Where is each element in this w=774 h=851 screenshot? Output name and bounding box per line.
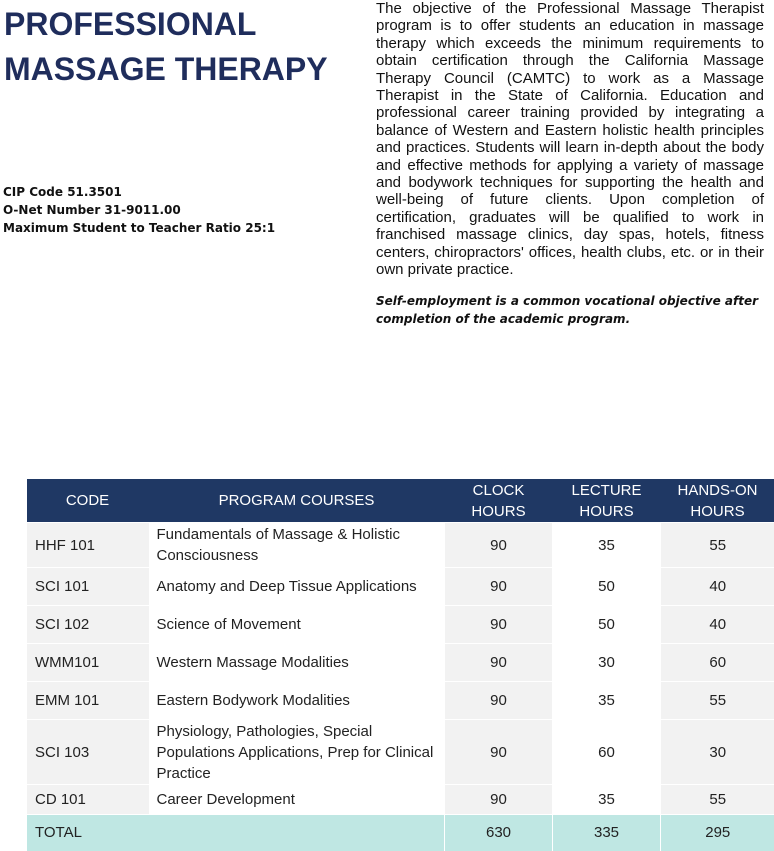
total-clock-hours: 630: [445, 815, 553, 851]
course-name: Career Development: [149, 785, 445, 815]
table-header-row: [27, 479, 774, 523]
hands-on-hours: 60: [661, 644, 774, 682]
clock-hours: 90: [445, 644, 553, 682]
header-lecture-hours: LECTURE HOURS: [553, 479, 661, 523]
course-name: Physiology, Pathologies, Special Populations Applications, Prep for Clinical Practice: [149, 720, 445, 785]
note-line-1: Self-employment is a common vocational objective after: [376, 292, 766, 310]
lecture-hours: 35: [553, 785, 661, 815]
lecture-hours: 50: [553, 568, 661, 606]
hands-on-hours: 55: [661, 682, 774, 720]
cip-code: CIP Code 51.3501: [3, 183, 303, 201]
table-row: [27, 785, 774, 815]
total-hands-on-hours: 295: [661, 815, 774, 851]
table-row: [27, 720, 774, 785]
header-code: CODE: [27, 479, 149, 523]
clock-hours: 90: [445, 523, 553, 568]
course-code: SCI 101: [27, 568, 149, 606]
course-name: Western Massage Modalities: [149, 644, 445, 682]
courses-table: [26, 479, 774, 851]
hands-on-hours: 40: [661, 568, 774, 606]
lecture-hours: 30: [553, 644, 661, 682]
teacher-ratio: Maximum Student to Teacher Ratio 25:1: [3, 219, 303, 237]
course-code: CD 101: [27, 785, 149, 815]
title-line-1: PROFESSIONAL: [4, 2, 354, 47]
header-hands-on-hours: HANDS-ON HOURS: [661, 479, 774, 523]
table-row: [27, 606, 774, 644]
clock-hours: 90: [445, 682, 553, 720]
clock-hours: 90: [445, 568, 553, 606]
note-line-2: completion of the academic program.: [376, 310, 766, 328]
table-row: [27, 682, 774, 720]
lecture-hours: 35: [553, 523, 661, 568]
course-name: Eastern Bodywork Modalities: [149, 682, 445, 720]
lecture-hours: 35: [553, 682, 661, 720]
total-blank: [149, 815, 445, 851]
course-code: SCI 103: [27, 720, 149, 785]
table-row: [27, 644, 774, 682]
program-codes: [3, 183, 303, 237]
course-code: HHF 101: [27, 523, 149, 568]
onet-number: O-Net Number 31-9011.00: [3, 201, 303, 219]
course-name: Anatomy and Deep Tissue Applications: [149, 568, 445, 606]
clock-hours: 90: [445, 720, 553, 785]
course-name: Fundamentals of Massage & Holistic Consciousness: [149, 523, 445, 568]
lecture-hours: 60: [553, 720, 661, 785]
header-clock-hours: CLOCK HOURS: [445, 479, 553, 523]
total-lecture-hours: 335: [553, 815, 661, 851]
header-courses: PROGRAM COURSES: [149, 479, 445, 523]
total-label: TOTAL: [27, 815, 149, 851]
title-line-2: MASSAGE THERAPY: [4, 47, 354, 92]
program-objective: The objective of the Professional Massage Therapist program is to offer students an education in massage therapy which exceeds the minimum requirements to obtain certification through the California Massage Therapy Council (CAMTC) to work as a Massage Therapist in the State of California. Education and professional career training provided by integrating a balance of Western and Eastern holistic health principles and practices. Students will learn in-depth about the body and effective methods for applying a variety of massage and bodywork techniques for supporting the health and well-being of future clients. Upon completion of certification, graduates will be qualified to work in franchised massage clinics, day spas, hotels, fitness centers, chiropractors' offices, health clubs, etc. or in their own private practice.: [376, 0, 764, 279]
hands-on-hours: 40: [661, 606, 774, 644]
clock-hours: 90: [445, 785, 553, 815]
hands-on-hours: 55: [661, 523, 774, 568]
clock-hours: 90: [445, 606, 553, 644]
course-code: WMM101: [27, 644, 149, 682]
page-title: [4, 2, 354, 92]
course-code: SCI 102: [27, 606, 149, 644]
self-employment-note: [376, 292, 766, 328]
table-row: [27, 523, 774, 568]
lecture-hours: 50: [553, 606, 661, 644]
total-row: [27, 815, 774, 851]
table-row: [27, 568, 774, 606]
course-name: Science of Movement: [149, 606, 445, 644]
course-code: EMM 101: [27, 682, 149, 720]
hands-on-hours: 55: [661, 785, 774, 815]
hands-on-hours: 30: [661, 720, 774, 785]
